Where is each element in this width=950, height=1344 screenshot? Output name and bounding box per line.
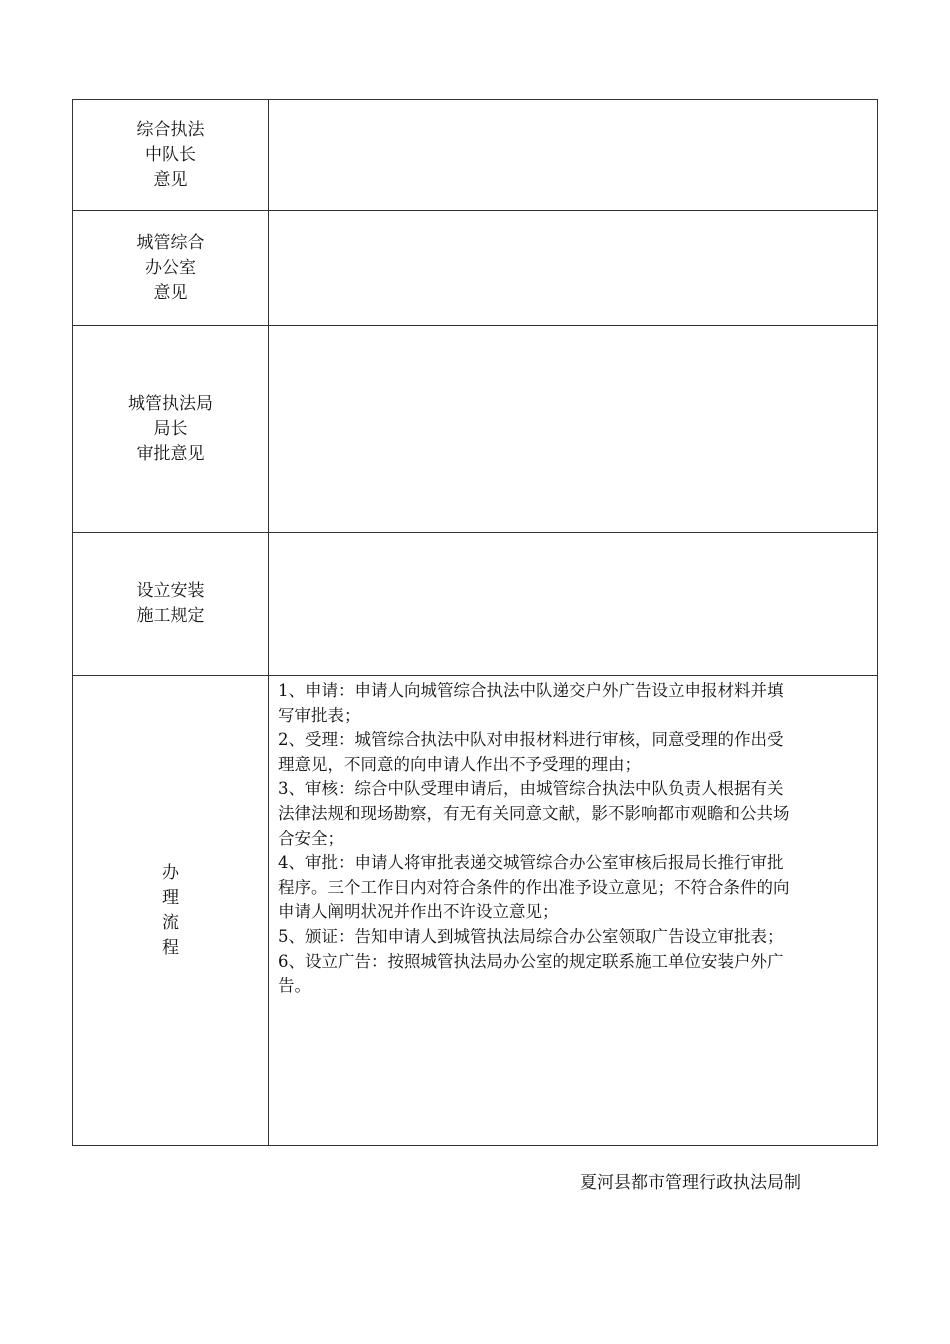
process-line: 6、设立广告：按照城管执法局办公室的规定联系施工单位安装户外广 bbox=[278, 951, 784, 971]
process-line: 法律法规和现场勘察，有无有关同意文献，影不影响都市观瞻和公共场 bbox=[278, 803, 790, 823]
label-line: 城管执法局 bbox=[128, 393, 213, 414]
label-line: 意见 bbox=[153, 169, 188, 190]
office-opinion-field[interactable] bbox=[269, 211, 878, 326]
row-director-approval bbox=[73, 326, 878, 533]
label-line: 设立安装 bbox=[136, 581, 205, 601]
row-office-opinion bbox=[73, 211, 878, 326]
approval-form-table bbox=[72, 99, 878, 1146]
label-line: 程 bbox=[162, 937, 179, 958]
process-line: 1、申请：申请人向城管综合执法中队递交户外广告设立申报材料并填 bbox=[278, 681, 784, 700]
label-line: 审批意见 bbox=[136, 443, 205, 464]
issuer-footer: 夏河县都市管理行政执法局制 bbox=[580, 1173, 801, 1193]
process-line: 合安全； bbox=[278, 828, 344, 848]
process-line: 告。 bbox=[278, 976, 311, 996]
row-label bbox=[73, 211, 269, 326]
installation-rules-field[interactable] bbox=[269, 533, 878, 676]
row-installation-rules bbox=[73, 533, 878, 676]
row-label bbox=[73, 533, 269, 676]
label-line: 城管综合 bbox=[136, 232, 205, 253]
label-line: 局长 bbox=[153, 418, 188, 439]
label-line: 流 bbox=[162, 912, 179, 933]
process-label bbox=[73, 676, 269, 1146]
director-approval-field[interactable] bbox=[269, 326, 878, 533]
row-label bbox=[73, 100, 269, 211]
process-line: 理意见，不同意的向申请人作出不予受理的理由； bbox=[278, 754, 641, 774]
row-squad-leader-opinion bbox=[73, 100, 878, 211]
squad-leader-opinion-field[interactable] bbox=[269, 100, 878, 211]
process-line: 程序。三个工作日内对符合条件的作出准予设立意见；不符合条件的向 bbox=[278, 877, 790, 897]
label-line: 意见 bbox=[153, 282, 188, 303]
process-line: 4、审批：申请人将审批表递交城管综合办公室审核后报局长推行审批 bbox=[278, 853, 784, 873]
label-line: 中队长 bbox=[145, 144, 196, 165]
process-line: 2、受理：城管综合执法中队对申报材料进行审核，同意受理的作出受 bbox=[278, 730, 784, 750]
row-process bbox=[73, 676, 878, 1146]
process-line: 3、审核：综合中队受理申请后，由城管综合执法中队负责人根据有关 bbox=[278, 779, 784, 799]
row-label bbox=[73, 326, 269, 533]
label-line: 理 bbox=[162, 887, 179, 908]
label-line: 施工规定 bbox=[136, 606, 205, 626]
label-line: 办公室 bbox=[145, 257, 196, 278]
label-line: 办 bbox=[162, 862, 179, 883]
process-line: 申请人阐明状况并作出不许设立意见； bbox=[278, 902, 559, 922]
process-description bbox=[269, 676, 878, 1146]
process-line: 5、颁证：告知申请人到城管执法局综合办公室领取广告设立审批表； bbox=[278, 926, 784, 946]
process-line: 写审批表； bbox=[278, 705, 361, 725]
label-line: 综合执法 bbox=[136, 119, 205, 140]
